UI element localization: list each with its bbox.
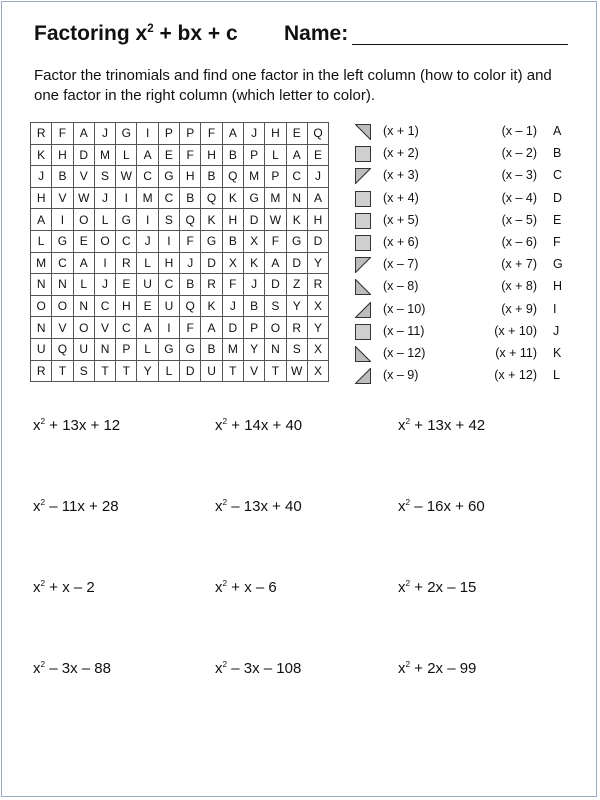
grid-cell[interactable]: I	[158, 317, 179, 339]
key-letter: D	[553, 190, 563, 205]
problem-exponent: 2	[40, 660, 46, 669]
grid-cell[interactable]: H	[31, 187, 52, 209]
grid-cell[interactable]: P	[180, 123, 201, 145]
grid-cell[interactable]: E	[73, 230, 94, 252]
grid-cell[interactable]: Y	[243, 338, 264, 360]
problem-variable: x	[398, 579, 406, 596]
key-letter: A	[553, 124, 562, 138]
grid-cell[interactable]: W	[116, 166, 137, 188]
key-left-factor: (x – 11)	[383, 323, 425, 338]
grid-cell[interactable]: F	[180, 144, 201, 166]
grid-cell[interactable]: A	[73, 123, 94, 145]
grid-cell[interactable]: H	[52, 144, 73, 166]
grid-cell[interactable]: F	[265, 230, 286, 252]
problem-terms: – 16x + 60	[410, 498, 485, 515]
key-right-factor: (x – 4)	[501, 190, 537, 205]
grid-cell[interactable]: M	[31, 252, 52, 274]
grid-cell[interactable]: L	[137, 252, 158, 274]
key-left-factor: (x + 3)	[383, 168, 419, 183]
grid-cell[interactable]: E	[307, 144, 328, 166]
problem-exponent: 2	[222, 660, 228, 669]
grid-cell[interactable]: B	[201, 338, 222, 360]
problem-terms: – 3x – 108	[227, 660, 302, 677]
grid-cell[interactable]: J	[94, 123, 115, 145]
grid-cell[interactable]: D	[243, 209, 264, 231]
problem-variable: x	[215, 498, 223, 515]
title-suffix: + bx + c	[153, 22, 238, 45]
grid-cell[interactable]: B	[222, 230, 243, 252]
grid-cell[interactable]: L	[265, 144, 286, 166]
grid-cell[interactable]: B	[180, 274, 201, 296]
grid-cell[interactable]: E	[137, 295, 158, 317]
grid-cell[interactable]: D	[201, 252, 222, 274]
grid-cell[interactable]: U	[73, 338, 94, 360]
grid-cell[interactable]: W	[73, 187, 94, 209]
key-right-factor: (x + 9)	[501, 301, 537, 316]
problem-terms: + 13x + 42	[410, 417, 486, 434]
problem-terms: + 14x + 40	[227, 417, 303, 434]
grid-cell[interactable]: F	[180, 230, 201, 252]
grid-cell[interactable]: F	[180, 317, 201, 339]
problem-exponent: 2	[222, 579, 228, 588]
grid-cell[interactable]: I	[94, 252, 115, 274]
trinomial-problem	[33, 660, 111, 677]
key-right-factor: (x – 3)	[501, 168, 537, 183]
key-letter: L	[553, 368, 560, 383]
grid-cell[interactable]: I	[137, 209, 158, 231]
grid-cell[interactable]: Y	[307, 317, 328, 339]
key-left-factor: (x + 1)	[383, 124, 419, 138]
grid-cell[interactable]: O	[31, 295, 52, 317]
key-left-factor: (x – 10)	[383, 301, 426, 316]
key-left-factor: (x + 2)	[383, 146, 419, 161]
grid-cell[interactable]: V	[52, 187, 73, 209]
grid-cell[interactable]: G	[243, 187, 264, 209]
grid-row	[31, 144, 329, 166]
grid-cell[interactable]: L	[116, 144, 137, 166]
key-letter: F	[553, 234, 561, 249]
grid-cell[interactable]: L	[137, 338, 158, 360]
grid-cell[interactable]: Y	[307, 252, 328, 274]
grid-cell[interactable]: C	[158, 274, 179, 296]
grid-row	[31, 166, 329, 188]
instructions: Factor the trinomials and find one factor in the left column (how to color it) and one factor in the right column (which letter to color).	[34, 67, 552, 104]
grid-cell[interactable]: N	[94, 338, 115, 360]
grid-cell[interactable]: W	[286, 360, 307, 382]
grid-cell[interactable]: G	[158, 338, 179, 360]
grid-cell[interactable]: E	[158, 144, 179, 166]
grid-cell[interactable]: Q	[52, 338, 73, 360]
key-row	[355, 322, 575, 344]
grid-cell[interactable]: H	[307, 209, 328, 231]
key-letter: E	[553, 212, 562, 227]
grid-cell[interactable]: Z	[286, 274, 307, 296]
grid-cell[interactable]: S	[73, 360, 94, 382]
page-border	[1, 1, 597, 797]
grid-cell[interactable]: I	[158, 230, 179, 252]
grid-cell[interactable]: K	[201, 295, 222, 317]
letter-grid	[30, 122, 329, 382]
trinomial-problem	[398, 660, 476, 677]
problem-variable: x	[33, 579, 41, 596]
key-left-factor: (x – 9)	[383, 368, 419, 383]
grid-cell[interactable]: H	[158, 252, 179, 274]
grid-cell[interactable]: G	[116, 209, 137, 231]
grid-cell[interactable]: A	[73, 252, 94, 274]
grid-cell[interactable]: T	[265, 360, 286, 382]
key-row	[355, 277, 575, 299]
key-right-factor: (x – 2)	[501, 146, 537, 161]
grid-cell[interactable]: O	[265, 317, 286, 339]
grid-cell[interactable]: L	[73, 274, 94, 296]
grid-cell[interactable]: D	[73, 144, 94, 166]
grid-cell[interactable]: D	[307, 230, 328, 252]
key-row	[355, 255, 575, 277]
grid-cell[interactable]: C	[94, 295, 115, 317]
grid-cell[interactable]: T	[94, 360, 115, 382]
grid-cell[interactable]: Q	[307, 123, 328, 145]
problem-variable: x	[215, 660, 223, 677]
grid-cell[interactable]: X	[307, 360, 328, 382]
key-letter: H	[553, 279, 563, 294]
key-left-factor: (x + 4)	[383, 190, 419, 205]
grid-row	[31, 123, 329, 145]
grid-cell[interactable]: K	[201, 209, 222, 231]
grid-row	[31, 338, 329, 360]
grid-cell[interactable]: A	[286, 144, 307, 166]
grid-cell[interactable]: I	[52, 209, 73, 231]
key-right-factor: (x + 11)	[495, 345, 537, 360]
grid-cell[interactable]: P	[158, 123, 179, 145]
trinomial-problem	[215, 498, 302, 515]
grid-row	[31, 252, 329, 274]
grid-cell[interactable]: H	[265, 123, 286, 145]
grid-cell[interactable]: A	[222, 123, 243, 145]
grid-cell[interactable]: J	[307, 166, 328, 188]
grid-cell[interactable]: P	[243, 144, 264, 166]
problem-variable: x	[398, 498, 406, 515]
problem-variable: x	[215, 579, 223, 596]
grid-cell[interactable]: L	[94, 209, 115, 231]
problem-exponent: 2	[40, 417, 46, 426]
grid-cell[interactable]: P	[116, 338, 137, 360]
grid-cell[interactable]: P	[265, 166, 286, 188]
key-row	[355, 300, 575, 322]
grid-cell[interactable]: N	[265, 338, 286, 360]
key-row	[355, 233, 575, 255]
grid-cell[interactable]: A	[307, 187, 328, 209]
grid-cell[interactable]: C	[158, 187, 179, 209]
grid-cell[interactable]: E	[286, 123, 307, 145]
grid-cell[interactable]: R	[116, 252, 137, 274]
key-letter: J	[553, 323, 560, 338]
grid-cell[interactable]: W	[265, 209, 286, 231]
page-title	[34, 22, 238, 46]
key-right-factor: (x + 7)	[501, 257, 537, 272]
grid-cell[interactable]: I	[116, 187, 137, 209]
grid-cell[interactable]: U	[31, 338, 52, 360]
grid-cell[interactable]: P	[243, 317, 264, 339]
grid-cell[interactable]: F	[222, 274, 243, 296]
grid-cell[interactable]: I	[137, 123, 158, 145]
problem-exponent: 2	[222, 417, 228, 426]
grid-cell[interactable]: K	[31, 144, 52, 166]
key-left-factor: (x + 5)	[383, 212, 419, 227]
grid-cell[interactable]: N	[52, 274, 73, 296]
grid-cell[interactable]: G	[286, 230, 307, 252]
grid-cell[interactable]: M	[222, 338, 243, 360]
grid-cell[interactable]: J	[180, 252, 201, 274]
grid-cell[interactable]: X	[307, 338, 328, 360]
grid-cell[interactable]: V	[94, 317, 115, 339]
key-letter: G	[553, 257, 563, 272]
grid-cell[interactable]: D	[265, 274, 286, 296]
trinomial-problem	[33, 579, 95, 596]
trinomial-problem	[215, 417, 302, 434]
grid-cell[interactable]: L	[31, 230, 52, 252]
grid-cell[interactable]: M	[243, 166, 264, 188]
grid-cell[interactable]: N	[73, 295, 94, 317]
grid-cell[interactable]: O	[52, 295, 73, 317]
name-line[interactable]	[352, 44, 568, 45]
key-letter: I	[553, 301, 557, 316]
problem-terms: + 13x + 12	[45, 417, 121, 434]
key-row	[355, 122, 575, 144]
grid-cell[interactable]: O	[73, 209, 94, 231]
grid-cell[interactable]: R	[307, 274, 328, 296]
trinomial-problem	[215, 579, 277, 596]
key-left-factor: (x – 7)	[383, 257, 419, 272]
grid-cell[interactable]: K	[286, 209, 307, 231]
key-letter: C	[553, 168, 563, 183]
grid-cell[interactable]: Q	[222, 166, 243, 188]
grid-cell[interactable]: J	[243, 123, 264, 145]
trinomial-problem	[398, 498, 485, 515]
grid-cell[interactable]: C	[52, 252, 73, 274]
grid-cell[interactable]: M	[94, 144, 115, 166]
grid-cell[interactable]: D	[286, 252, 307, 274]
key-right-factor: (x + 8)	[501, 279, 537, 294]
key-left-factor: (x – 8)	[383, 279, 419, 294]
key-right-factor: (x – 5)	[501, 212, 537, 227]
key-right-factor: (x – 6)	[501, 234, 537, 249]
grid-cell[interactable]: D	[222, 317, 243, 339]
grid-cell[interactable]: R	[201, 274, 222, 296]
grid-cell[interactable]: O	[94, 230, 115, 252]
problem-terms: – 3x – 88	[45, 660, 111, 677]
grid-cell[interactable]: X	[307, 295, 328, 317]
key-row	[355, 344, 575, 366]
grid-cell[interactable]: R	[31, 360, 52, 382]
grid-cell[interactable]: K	[222, 187, 243, 209]
problem-variable: x	[215, 417, 223, 434]
grid-cell[interactable]: Y	[137, 360, 158, 382]
grid-cell[interactable]: Q	[180, 295, 201, 317]
grid-cell[interactable]: F	[52, 123, 73, 145]
key-right-factor: (x + 12)	[494, 368, 537, 383]
grid-cell[interactable]: U	[158, 295, 179, 317]
grid-cell[interactable]: L	[158, 360, 179, 382]
title-prefix: Factoring x	[34, 22, 148, 45]
problem-variable: x	[398, 660, 406, 677]
grid-cell[interactable]: B	[222, 144, 243, 166]
grid-cell[interactable]: B	[180, 187, 201, 209]
grid-cell[interactable]: O	[73, 317, 94, 339]
grid-cell[interactable]: C	[286, 166, 307, 188]
grid-cell[interactable]: R	[286, 317, 307, 339]
grid-cell[interactable]: Q	[180, 209, 201, 231]
grid-cell[interactable]: T	[222, 360, 243, 382]
grid-cell[interactable]: G	[158, 166, 179, 188]
problem-variable: x	[33, 417, 41, 434]
grid-row	[31, 317, 329, 339]
name-label: Name:	[284, 22, 349, 45]
grid-cell[interactable]: G	[52, 230, 73, 252]
problem-exponent: 2	[222, 498, 228, 507]
grid-row	[31, 230, 329, 252]
grid-row	[31, 295, 329, 317]
grid-cell[interactable]: A	[31, 209, 52, 231]
grid-row	[31, 209, 329, 231]
grid-cell[interactable]: V	[52, 317, 73, 339]
grid-cell[interactable]: B	[201, 166, 222, 188]
grid-cell[interactable]: A	[137, 317, 158, 339]
problem-exponent: 2	[40, 498, 46, 507]
trinomial-problem	[215, 660, 301, 677]
grid-row	[31, 274, 329, 296]
grid-cell[interactable]: H	[222, 209, 243, 231]
grid-cell[interactable]: J	[243, 274, 264, 296]
key-right-factor: (x – 1)	[501, 124, 537, 138]
grid-cell[interactable]: H	[201, 144, 222, 166]
grid-cell[interactable]: S	[158, 209, 179, 231]
title-exponent: 2	[147, 23, 154, 35]
problem-exponent: 2	[405, 498, 411, 507]
grid-cell[interactable]: T	[52, 360, 73, 382]
key-row	[355, 166, 575, 188]
grid-cell[interactable]: A	[137, 144, 158, 166]
grid-cell[interactable]: A	[265, 252, 286, 274]
problem-variable: x	[398, 417, 406, 434]
key-left-factor: (x + 6)	[383, 234, 419, 249]
grid-row	[31, 187, 329, 209]
grid-cell[interactable]: E	[116, 274, 137, 296]
trinomial-problem	[33, 498, 119, 515]
grid-cell[interactable]: G	[116, 123, 137, 145]
grid-row	[31, 360, 329, 382]
grid-cell[interactable]: V	[73, 166, 94, 188]
key-row	[355, 211, 575, 233]
grid-cell[interactable]: C	[116, 317, 137, 339]
grid-cell[interactable]: S	[265, 295, 286, 317]
grid-cell[interactable]: M	[265, 187, 286, 209]
grid-cell[interactable]: J	[222, 295, 243, 317]
grid-cell[interactable]: N	[31, 274, 52, 296]
problem-terms: + x – 6	[227, 579, 277, 596]
key-letter: B	[553, 146, 562, 161]
grid-cell[interactable]: M	[137, 187, 158, 209]
grid-cell[interactable]: H	[180, 166, 201, 188]
grid-cell[interactable]: H	[116, 295, 137, 317]
grid-cell[interactable]: X	[243, 230, 264, 252]
grid-cell[interactable]: J	[94, 274, 115, 296]
problem-terms: – 13x + 40	[227, 498, 302, 515]
key-letter: K	[553, 345, 562, 360]
problem-variable: x	[33, 660, 41, 677]
grid-cell[interactable]: S	[94, 166, 115, 188]
problem-variable: x	[33, 498, 41, 515]
grid-cell[interactable]: J	[31, 166, 52, 188]
key-row	[355, 366, 575, 388]
grid-cell[interactable]: G	[180, 338, 201, 360]
grid-cell[interactable]: C	[137, 166, 158, 188]
problem-terms: + x – 2	[45, 579, 95, 596]
problem-exponent: 2	[40, 579, 46, 588]
grid-cell[interactable]: K	[243, 252, 264, 274]
trinomial-problem	[398, 579, 476, 596]
grid-cell[interactable]: V	[243, 360, 264, 382]
grid-cell[interactable]: S	[286, 338, 307, 360]
grid-cell[interactable]: U	[201, 360, 222, 382]
grid-cell[interactable]: B	[52, 166, 73, 188]
grid-cell[interactable]: R	[31, 123, 52, 145]
color-key	[355, 122, 575, 388]
grid-cell[interactable]: G	[201, 230, 222, 252]
problem-terms: + 2x – 99	[410, 660, 477, 677]
grid-cell[interactable]: D	[180, 360, 201, 382]
trinomial-problem	[398, 417, 485, 434]
grid-cell[interactable]: A	[201, 317, 222, 339]
key-right-factor: (x + 10)	[494, 323, 537, 338]
grid-cell[interactable]: F	[201, 123, 222, 145]
grid-cell[interactable]: B	[243, 295, 264, 317]
trinomial-problem	[33, 417, 120, 434]
problem-terms: + 2x – 15	[410, 579, 477, 596]
key-row	[355, 189, 575, 211]
key-row	[355, 144, 575, 166]
problem-exponent: 2	[405, 417, 411, 426]
problem-terms: – 11x + 28	[45, 498, 119, 515]
grid-cell[interactable]: T	[116, 360, 137, 382]
grid-cell[interactable]: Q	[201, 187, 222, 209]
grid-cell[interactable]: N	[286, 187, 307, 209]
key-left-factor: (x – 12)	[383, 345, 426, 360]
grid-cell[interactable]: X	[222, 252, 243, 274]
grid-cell[interactable]: C	[116, 230, 137, 252]
grid-cell[interactable]: J	[94, 187, 115, 209]
grid-cell[interactable]: Y	[286, 295, 307, 317]
grid-cell[interactable]: J	[137, 230, 158, 252]
grid-cell[interactable]: N	[31, 317, 52, 339]
grid-cell[interactable]: U	[137, 274, 158, 296]
problem-exponent: 2	[405, 579, 411, 588]
problem-exponent: 2	[405, 660, 411, 669]
